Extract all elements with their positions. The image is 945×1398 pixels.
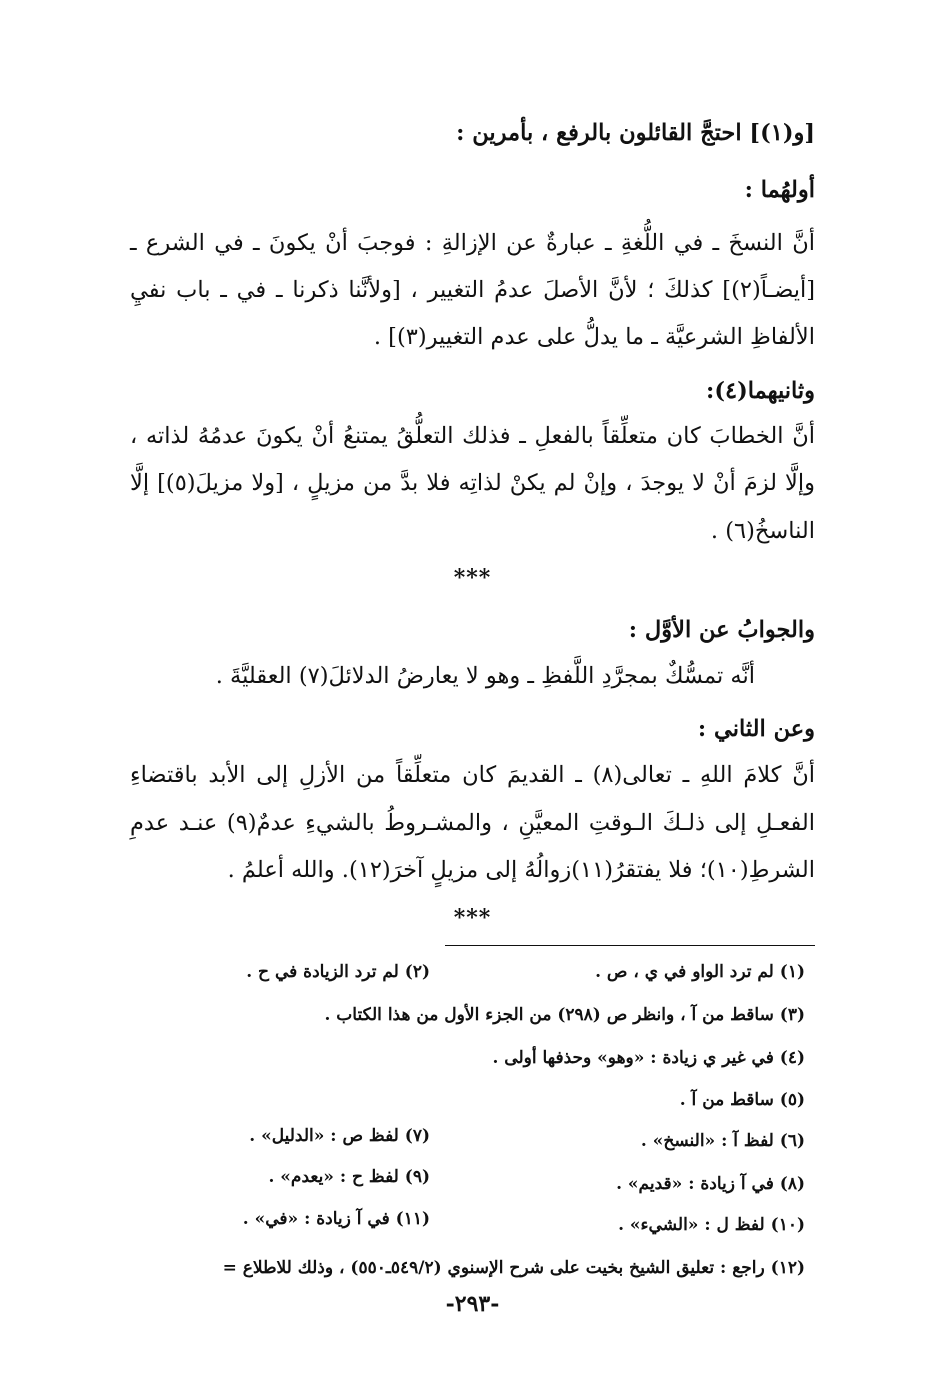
footnote: (١) لم ترد الواو في ي ، ص .	[595, 962, 805, 982]
footnote: (٤) في غير ي زيادة : «وهو» وحذفها أولى .	[492, 1048, 805, 1068]
heading-second: وثانيهما(٤):	[706, 378, 815, 404]
footnote: (٣) ساقط من آ ، وانظر ص (٢٩٨) من الجزء الأول من هذا الكتاب .	[324, 1005, 805, 1025]
section-separator: ***	[453, 565, 492, 591]
heading-answer-second: وعن الثاني :	[697, 716, 815, 742]
footnote: (١٢) راجع : تعليق الشيخ بخيت على شرح الإسنوي (٥٤٩/٢ـ٥٥٠) ، وذلك للاطلاع =	[222, 1258, 805, 1278]
argument-intro: [و(١)] احتجَّ القائلون بالرفع ، بأمرين :	[456, 120, 815, 146]
paragraph-line: الشرطِ(١٠)؛ فلا يفتقرُ(١١)زوالُهُ إلى مزيلٍ آخرَ(١٢). والله أعلمُ .	[227, 857, 815, 883]
footnote: (٢) لم ترد الزيادة في ح .	[246, 962, 430, 982]
footnote: (١٠) لفظ ل : «الشيء» .	[618, 1215, 805, 1235]
heading-answer-first: والجوابُ عن الأوَّل :	[628, 617, 815, 643]
paragraph-line: [أيضـاً(٢)] كذلكَ ؛ لأنَّ الأصلَ عدمُ التغيير ، [ولأنَّنا ذكرنا ـ في ـ باب نفيِ	[130, 277, 815, 303]
paragraph-line: أنَّ الخطابَ كان متعلِّقاً بالفعلِ ـ فذلك التعلُّقُ يمتنعُ أنْ يكونَ عدمُهُ لذاته ،	[130, 423, 815, 449]
section-separator: ***	[453, 905, 492, 931]
paragraph-line: أنَّ كلامَ اللهِ ـ تعالى(٨) ـ القديمَ كان متعلِّقاً من الأزلِ إلى الأبد باقتضاءِ	[130, 762, 815, 788]
footnote: (٩) لفظ ح : «يعدم» .	[268, 1167, 430, 1187]
paragraph-line: الألفاظِ الشرعيَّة ـ ما يدلُّ على عدم التغيير(٣)] .	[373, 324, 815, 350]
footnote: (١١) في آ زيادة : «في» .	[242, 1209, 430, 1229]
paragraph-line: الفعـلِ إلى ذلـكَ الـوقتِ المعيَّنِ ، والمشـروطُ بالشيءِ عدمٌ(٩) عنـد عدمِ	[130, 810, 815, 836]
footnote: (٥) ساقط من آ .	[679, 1090, 805, 1110]
paragraph-line: الناسخُ(٦) .	[710, 518, 815, 544]
footnote-divider	[445, 945, 815, 946]
page-number: -٢٩٣-	[445, 1291, 500, 1317]
heading-first: أولهُما :	[744, 177, 815, 203]
footnote: (٦) لفظ آ : «النسخ» .	[640, 1131, 805, 1151]
paragraph-line: وإلَّا لزمَ أنْ لا يوجدَ ، وإنْ لم يكنْ لذاتِه فلا بدَّ من مزيلٍ ، [ولا مزيلَ(٥)] إلَّا	[130, 470, 815, 496]
paragraph-line: أنَّه تمسُّكٌ بمجرَّدِ اللَّفظِ ـ وهو لا يعارضُ الدلائلَ(٧) العقليَّةَ .	[215, 663, 755, 689]
footnote: (٨) في آ زيادة : «قديم» .	[616, 1174, 805, 1194]
paragraph-line: أنَّ النسخَ ـ في اللُّغةِ ـ عبارةٌ عن الإزالةِ : فوجبَ أنْ يكونَ ـ في الشرع ـ	[130, 230, 815, 256]
footnote: (٧) لفظ ص : «الدليل» .	[249, 1126, 430, 1146]
